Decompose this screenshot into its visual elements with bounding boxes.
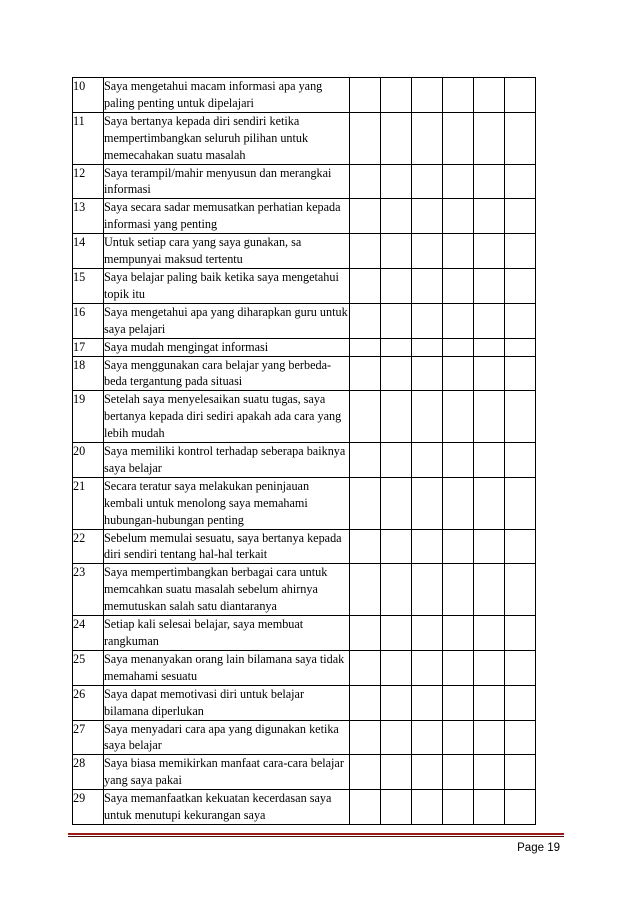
question-statement: Saya menggunakan cara belajar yang berbeda-beda tergantung pada situasi <box>104 356 350 391</box>
answer-cell[interactable] <box>412 338 443 356</box>
question-row <box>73 391 536 443</box>
question-statement: Sebelum memulai sesuatu, saya bertanya kepada diri sendiri tentang hal-hal terkait <box>104 529 350 564</box>
answer-cell[interactable] <box>381 443 412 478</box>
question-number: 10 <box>73 78 104 113</box>
question-number: 15 <box>73 268 104 303</box>
answer-cell[interactable] <box>443 78 474 113</box>
answer-cell[interactable] <box>350 391 381 443</box>
question-statement: Saya bertanya kepada diri sendiri ketika mempertimbangkan seluruh pilihan untuk memecahakan suatu masalah <box>104 112 350 164</box>
answer-cell[interactable] <box>381 720 412 755</box>
answer-cell[interactable] <box>474 755 505 790</box>
answer-cell[interactable] <box>443 234 474 269</box>
answer-cell[interactable] <box>505 303 536 338</box>
answer-cell[interactable] <box>505 564 536 616</box>
question-row <box>73 112 536 164</box>
answer-cell[interactable] <box>350 564 381 616</box>
question-row <box>73 650 536 685</box>
answer-cell[interactable] <box>474 391 505 443</box>
answer-cell[interactable] <box>381 650 412 685</box>
answer-cell[interactable] <box>443 112 474 164</box>
answer-cell[interactable] <box>474 720 505 755</box>
question-statement: Setiap kali selesai belajar, saya membuat rangkuman <box>104 616 350 651</box>
question-number: 18 <box>73 356 104 391</box>
question-number: 12 <box>73 164 104 199</box>
answer-cell[interactable] <box>443 391 474 443</box>
question-statement: Saya mengetahui macam informasi apa yang paling penting untuk dipelajari <box>104 78 350 113</box>
answer-cell[interactable] <box>412 164 443 199</box>
answer-cell[interactable] <box>412 78 443 113</box>
answer-cell[interactable] <box>381 755 412 790</box>
question-number: 17 <box>73 338 104 356</box>
question-number: 11 <box>73 112 104 164</box>
question-number: 28 <box>73 755 104 790</box>
answer-cell[interactable] <box>505 112 536 164</box>
question-number: 22 <box>73 529 104 564</box>
questionnaire-rows <box>73 78 536 825</box>
answer-cell[interactable] <box>412 391 443 443</box>
answer-cell[interactable] <box>443 564 474 616</box>
answer-cell[interactable] <box>412 790 443 825</box>
question-row <box>73 268 536 303</box>
answer-cell[interactable] <box>350 685 381 720</box>
question-row <box>73 529 536 564</box>
answer-cell[interactable] <box>505 164 536 199</box>
answer-cell[interactable] <box>412 112 443 164</box>
answer-cell[interactable] <box>443 356 474 391</box>
answer-cell[interactable] <box>443 529 474 564</box>
question-statement: Saya mengetahui apa yang diharapkan guru untuk saya pelajari <box>104 303 350 338</box>
question-row <box>73 338 536 356</box>
answer-cell[interactable] <box>350 443 381 478</box>
answer-cell[interactable] <box>381 199 412 234</box>
answer-cell[interactable] <box>443 338 474 356</box>
answer-cell[interactable] <box>474 234 505 269</box>
answer-cell[interactable] <box>350 164 381 199</box>
answer-cell[interactable] <box>381 78 412 113</box>
answer-cell[interactable] <box>381 303 412 338</box>
answer-cell[interactable] <box>505 199 536 234</box>
answer-cell[interactable] <box>474 685 505 720</box>
answer-cell[interactable] <box>474 790 505 825</box>
answer-cell[interactable] <box>505 616 536 651</box>
answer-cell[interactable] <box>350 78 381 113</box>
question-statement: Secara teratur saya melakukan peninjauan kembali untuk menolong saya memahami hubungan-hubungan penting <box>104 477 350 529</box>
answer-cell[interactable] <box>474 303 505 338</box>
answer-cell[interactable] <box>350 529 381 564</box>
question-number: 29 <box>73 790 104 825</box>
question-statement: Saya belajar paling baik ketika saya mengetahui topik itu <box>104 268 350 303</box>
question-row <box>73 356 536 391</box>
question-number: 13 <box>73 199 104 234</box>
answer-cell[interactable] <box>381 616 412 651</box>
question-statement: Saya memiliki kontrol terhadap seberapa baiknya saya belajar <box>104 443 350 478</box>
answer-cell[interactable] <box>474 650 505 685</box>
question-row <box>73 234 536 269</box>
answer-cell[interactable] <box>505 650 536 685</box>
answer-cell[interactable] <box>443 650 474 685</box>
answer-cell[interactable] <box>443 199 474 234</box>
answer-cell[interactable] <box>412 720 443 755</box>
answer-cell[interactable] <box>505 755 536 790</box>
page-number: Page 19 <box>517 842 560 854</box>
answer-cell[interactable] <box>443 303 474 338</box>
answer-cell[interactable] <box>443 477 474 529</box>
question-row <box>73 755 536 790</box>
answer-cell[interactable] <box>443 790 474 825</box>
questionnaire-table <box>72 77 536 825</box>
answer-cell[interactable] <box>412 564 443 616</box>
answer-cell[interactable] <box>350 303 381 338</box>
answer-cell[interactable] <box>474 356 505 391</box>
question-row <box>73 303 536 338</box>
answer-cell[interactable] <box>412 303 443 338</box>
answer-cell[interactable] <box>443 616 474 651</box>
answer-cell[interactable] <box>381 685 412 720</box>
answer-cell[interactable] <box>474 477 505 529</box>
answer-cell[interactable] <box>350 477 381 529</box>
answer-cell[interactable] <box>381 391 412 443</box>
question-number: 20 <box>73 443 104 478</box>
footer-rule-red <box>68 833 564 835</box>
answer-cell[interactable] <box>350 616 381 651</box>
answer-cell[interactable] <box>412 443 443 478</box>
question-number: 14 <box>73 234 104 269</box>
answer-cell[interactable] <box>505 443 536 478</box>
answer-cell[interactable] <box>412 234 443 269</box>
answer-cell[interactable] <box>474 78 505 113</box>
answer-cell[interactable] <box>381 790 412 825</box>
answer-cell[interactable] <box>412 477 443 529</box>
answer-cell[interactable] <box>474 199 505 234</box>
question-statement: Saya mudah mengingat informasi <box>104 338 350 356</box>
question-number: 21 <box>73 477 104 529</box>
question-number: 25 <box>73 650 104 685</box>
question-row <box>73 199 536 234</box>
question-number: 27 <box>73 720 104 755</box>
answer-cell[interactable] <box>505 234 536 269</box>
answer-cell[interactable] <box>474 529 505 564</box>
question-statement: Saya terampil/mahir menyusun dan merangkai informasi <box>104 164 350 199</box>
answer-cell[interactable] <box>381 529 412 564</box>
question-statement: Saya menanyakan orang lain bilamana saya tidak memahami sesuatu <box>104 650 350 685</box>
answer-cell[interactable] <box>350 234 381 269</box>
answer-cell[interactable] <box>474 164 505 199</box>
question-row <box>73 443 536 478</box>
answer-cell[interactable] <box>505 338 536 356</box>
answer-cell[interactable] <box>474 268 505 303</box>
answer-cell[interactable] <box>381 164 412 199</box>
answer-cell[interactable] <box>474 564 505 616</box>
answer-cell[interactable] <box>412 616 443 651</box>
answer-cell[interactable] <box>443 685 474 720</box>
question-row <box>73 477 536 529</box>
question-statement: Setelah saya menyelesaikan suatu tugas, saya bertanya kepada diri sediri apakah ada cara yang lebih mudah <box>104 391 350 443</box>
answer-cell[interactable] <box>412 356 443 391</box>
answer-cell[interactable] <box>412 268 443 303</box>
question-row <box>73 720 536 755</box>
question-number: 16 <box>73 303 104 338</box>
answer-cell[interactable] <box>474 443 505 478</box>
answer-cell[interactable] <box>505 356 536 391</box>
answer-cell[interactable] <box>350 338 381 356</box>
answer-cell[interactable] <box>381 356 412 391</box>
question-statement: Saya dapat memotivasi diri untuk belajar bilamana diperlukan <box>104 685 350 720</box>
answer-cell[interactable] <box>505 391 536 443</box>
question-statement: Saya menyadari cara apa yang digunakan ketika saya belajar <box>104 720 350 755</box>
answer-cell[interactable] <box>443 164 474 199</box>
question-statement: Saya mempertimbangkan berbagai cara untuk memcahkan suatu masalah sebelum ahirnya memutuskan salah satu diantaranya <box>104 564 350 616</box>
answer-cell[interactable] <box>350 790 381 825</box>
answer-cell[interactable] <box>505 529 536 564</box>
question-statement: Saya memanfaatkan kekuatan kecerdasan saya untuk menutupi kekurangan saya <box>104 790 350 825</box>
question-number: 24 <box>73 616 104 651</box>
answer-cell[interactable] <box>350 755 381 790</box>
answer-cell[interactable] <box>443 443 474 478</box>
question-number: 23 <box>73 564 104 616</box>
answer-cell[interactable] <box>412 650 443 685</box>
answer-cell[interactable] <box>381 112 412 164</box>
answer-cell[interactable] <box>412 755 443 790</box>
answer-cell[interactable] <box>350 650 381 685</box>
answer-cell[interactable] <box>350 720 381 755</box>
answer-cell[interactable] <box>474 338 505 356</box>
answer-cell[interactable] <box>443 755 474 790</box>
answer-cell[interactable] <box>505 790 536 825</box>
question-row <box>73 685 536 720</box>
answer-cell[interactable] <box>505 78 536 113</box>
answer-cell[interactable] <box>381 268 412 303</box>
question-row <box>73 78 536 113</box>
answer-cell[interactable] <box>350 268 381 303</box>
answer-cell[interactable] <box>412 529 443 564</box>
answer-cell[interactable] <box>412 685 443 720</box>
footer-rule-dark <box>68 836 564 837</box>
answer-cell[interactable] <box>350 356 381 391</box>
question-statement: Saya biasa memikirkan manfaat cara-cara belajar yang saya pakai <box>104 755 350 790</box>
answer-cell[interactable] <box>505 685 536 720</box>
answer-cell[interactable] <box>443 720 474 755</box>
answer-cell[interactable] <box>505 477 536 529</box>
question-row <box>73 790 536 825</box>
answer-cell[interactable] <box>381 338 412 356</box>
answer-cell[interactable] <box>381 234 412 269</box>
answer-cell[interactable] <box>350 199 381 234</box>
question-row <box>73 164 536 199</box>
answer-cell[interactable] <box>350 112 381 164</box>
answer-cell[interactable] <box>412 199 443 234</box>
question-statement: Saya secara sadar memusatkan perhatian kepada informasi yang penting <box>104 199 350 234</box>
question-row <box>73 616 536 651</box>
answer-cell[interactable] <box>505 268 536 303</box>
question-number: 26 <box>73 685 104 720</box>
answer-cell[interactable] <box>474 112 505 164</box>
answer-cell[interactable] <box>443 268 474 303</box>
answer-cell[interactable] <box>381 477 412 529</box>
answer-cell[interactable] <box>505 720 536 755</box>
answer-cell[interactable] <box>381 564 412 616</box>
question-number: 19 <box>73 391 104 443</box>
question-row <box>73 564 536 616</box>
answer-cell[interactable] <box>474 616 505 651</box>
question-statement: Untuk setiap cara yang saya gunakan, sa mempunyai maksud tertentu <box>104 234 350 269</box>
